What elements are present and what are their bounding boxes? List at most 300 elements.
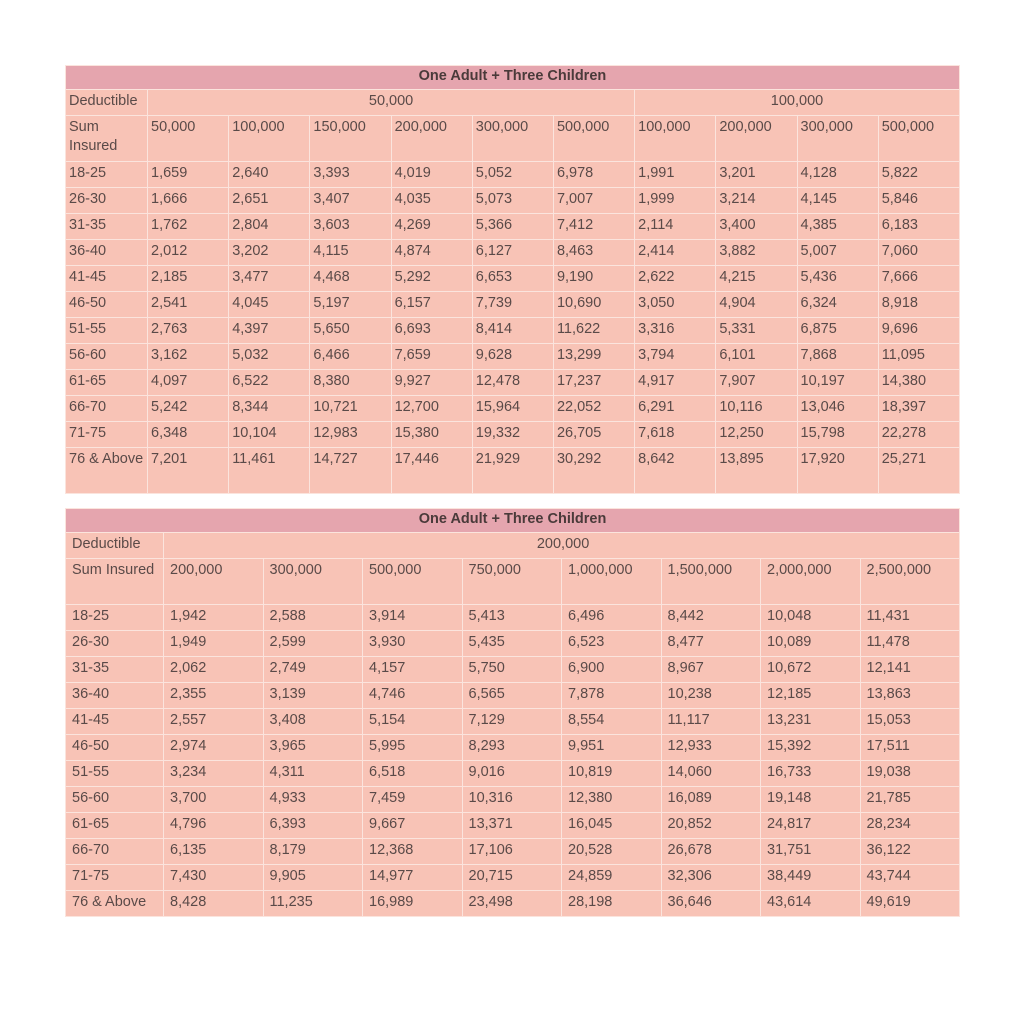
premium-cell: 7,007 [553, 188, 634, 214]
premium-cell: 6,291 [635, 396, 716, 422]
age-band-cell: 76 & Above [66, 891, 164, 917]
premium-cell: 7,659 [391, 344, 472, 370]
premium-cell: 10,197 [797, 370, 878, 396]
premium-cell: 4,874 [391, 240, 472, 266]
premium-cell: 8,179 [263, 839, 363, 865]
premium-cell: 4,917 [635, 370, 716, 396]
premium-cell: 13,863 [860, 683, 960, 709]
age-band-cell: 66-70 [66, 396, 148, 422]
table-row [66, 709, 960, 735]
premium-cell: 2,355 [164, 683, 264, 709]
premium-cell: 6,393 [263, 813, 363, 839]
premium-cell: 7,129 [462, 709, 562, 735]
table-row [66, 839, 960, 865]
premium-cell: 2,651 [229, 188, 310, 214]
sum-insured-value: 750,000 [462, 559, 562, 605]
premium-cell: 25,271 [878, 448, 959, 494]
premium-cell: 5,242 [148, 396, 229, 422]
deductible-label: Deductible [66, 533, 164, 559]
premium-cell: 3,162 [148, 344, 229, 370]
premium-cell: 10,721 [310, 396, 391, 422]
age-band-cell: 41-45 [66, 709, 164, 735]
table-title: One Adult + Three Children [66, 66, 960, 90]
premium-cell: 2,804 [229, 214, 310, 240]
premium-cell: 6,496 [562, 605, 662, 631]
premium-cell: 2,599 [263, 631, 363, 657]
premium-cell: 3,393 [310, 162, 391, 188]
premium-cell: 20,852 [661, 813, 761, 839]
sum-insured-value: 1,500,000 [661, 559, 761, 605]
age-band-cell: 56-60 [66, 787, 164, 813]
premium-cell: 2,974 [164, 735, 264, 761]
table-row [66, 396, 960, 422]
premium-cell: 5,650 [310, 318, 391, 344]
premium-cell: 7,868 [797, 344, 878, 370]
premium-cell: 28,198 [562, 891, 662, 917]
premium-cell: 5,292 [391, 266, 472, 292]
table-row [66, 370, 960, 396]
premium-cell: 7,907 [716, 370, 797, 396]
premium-cell: 6,565 [462, 683, 562, 709]
deductible-value: 200,000 [164, 533, 960, 559]
premium-cell: 17,920 [797, 448, 878, 494]
table-row [66, 162, 960, 188]
premium-cell: 49,619 [860, 891, 960, 917]
premium-cell: 1,666 [148, 188, 229, 214]
sum-insured-value: 100,000 [229, 116, 310, 162]
premium-cell: 3,400 [716, 214, 797, 240]
premium-cell: 3,603 [310, 214, 391, 240]
premium-cell: 3,794 [635, 344, 716, 370]
premium-cell: 11,622 [553, 318, 634, 344]
premium-cell: 3,407 [310, 188, 391, 214]
sum-insured-label: Sum Insured [66, 116, 148, 162]
premium-cell: 13,046 [797, 396, 878, 422]
premium-cell: 8,344 [229, 396, 310, 422]
premium-cell: 7,618 [635, 422, 716, 448]
premium-cell: 19,148 [761, 787, 861, 813]
premium-cell: 8,477 [661, 631, 761, 657]
table-row [66, 214, 960, 240]
premium-cell: 10,316 [462, 787, 562, 813]
premium-cell: 15,053 [860, 709, 960, 735]
sum-insured-row [66, 559, 960, 605]
table-row [66, 813, 960, 839]
sum-insured-value: 500,000 [878, 116, 959, 162]
premium-cell: 9,951 [562, 735, 662, 761]
premium-cell: 15,392 [761, 735, 861, 761]
table-row [66, 448, 960, 494]
premium-cell: 21,929 [472, 448, 553, 494]
sum-insured-value: 2,500,000 [860, 559, 960, 605]
premium-cell: 4,097 [148, 370, 229, 396]
premium-cell: 32,306 [661, 865, 761, 891]
premium-cell: 1,991 [635, 162, 716, 188]
premium-cell: 3,202 [229, 240, 310, 266]
premium-cell: 3,201 [716, 162, 797, 188]
premium-cell: 8,554 [562, 709, 662, 735]
premium-cell: 4,019 [391, 162, 472, 188]
premium-cell: 38,449 [761, 865, 861, 891]
premium-cell: 5,436 [797, 266, 878, 292]
table-row [66, 318, 960, 344]
premium-cell: 8,967 [661, 657, 761, 683]
table-title: One Adult + Three Children [66, 509, 960, 533]
premium-cell: 2,012 [148, 240, 229, 266]
age-band-cell: 18-25 [66, 605, 164, 631]
premium-cell: 12,368 [363, 839, 463, 865]
premium-cell: 8,380 [310, 370, 391, 396]
premium-cell: 4,468 [310, 266, 391, 292]
table-row [66, 865, 960, 891]
premium-cell: 5,032 [229, 344, 310, 370]
premium-cell: 7,459 [363, 787, 463, 813]
age-band-cell: 66-70 [66, 839, 164, 865]
premium-cell: 20,715 [462, 865, 562, 891]
premium-cell: 10,238 [661, 683, 761, 709]
premium-cell: 13,299 [553, 344, 634, 370]
premium-cell: 8,414 [472, 318, 553, 344]
premium-cell: 4,269 [391, 214, 472, 240]
premium-cell: 11,095 [878, 344, 959, 370]
premium-cell: 17,106 [462, 839, 562, 865]
sum-insured-value: 500,000 [553, 116, 634, 162]
premium-cell: 10,690 [553, 292, 634, 318]
premium-cell: 26,705 [553, 422, 634, 448]
premium-cell: 12,250 [716, 422, 797, 448]
premium-cell: 8,442 [661, 605, 761, 631]
table-row [66, 657, 960, 683]
premium-cell: 28,234 [860, 813, 960, 839]
premium-cell: 4,157 [363, 657, 463, 683]
premium-cell: 6,875 [797, 318, 878, 344]
premium-cell: 8,918 [878, 292, 959, 318]
age-band-cell: 18-25 [66, 162, 148, 188]
premium-cell: 13,231 [761, 709, 861, 735]
table-row [66, 735, 960, 761]
table-row [66, 631, 960, 657]
premium-cell: 2,763 [148, 318, 229, 344]
premium-cell: 5,197 [310, 292, 391, 318]
table2-body [66, 509, 960, 917]
age-band-cell: 76 & Above [66, 448, 148, 494]
premium-cell: 17,237 [553, 370, 634, 396]
premium-cell: 16,045 [562, 813, 662, 839]
premium-cell: 5,995 [363, 735, 463, 761]
premium-cell: 5,366 [472, 214, 553, 240]
premium-cell: 12,380 [562, 787, 662, 813]
premium-cell: 4,933 [263, 787, 363, 813]
sum-insured-value: 500,000 [363, 559, 463, 605]
premium-cell: 9,905 [263, 865, 363, 891]
premium-cell: 2,114 [635, 214, 716, 240]
premium-cell: 24,859 [562, 865, 662, 891]
premium-cell: 7,430 [164, 865, 264, 891]
premium-cell: 11,478 [860, 631, 960, 657]
premium-cell: 9,667 [363, 813, 463, 839]
premium-cell: 2,062 [164, 657, 264, 683]
premium-cell: 5,052 [472, 162, 553, 188]
premium-cell: 5,073 [472, 188, 553, 214]
premium-cell: 7,739 [472, 292, 553, 318]
premium-cell: 6,157 [391, 292, 472, 318]
premium-cell: 4,145 [797, 188, 878, 214]
table-title-row [66, 66, 960, 90]
premium-cell: 4,796 [164, 813, 264, 839]
premium-cell: 16,989 [363, 891, 463, 917]
premium-cell: 14,380 [878, 370, 959, 396]
premium-cell: 1,762 [148, 214, 229, 240]
table-row [66, 344, 960, 370]
table-title-row [66, 509, 960, 533]
premium-cell: 4,904 [716, 292, 797, 318]
premium-cell: 6,127 [472, 240, 553, 266]
premium-cell: 3,408 [263, 709, 363, 735]
sum-insured-value: 200,000 [391, 116, 472, 162]
sum-insured-value: 150,000 [310, 116, 391, 162]
premium-cell: 7,878 [562, 683, 662, 709]
premium-cell: 6,183 [878, 214, 959, 240]
premium-cell: 20,528 [562, 839, 662, 865]
age-band-cell: 31-35 [66, 657, 164, 683]
age-band-cell: 61-65 [66, 370, 148, 396]
premium-cell: 5,846 [878, 188, 959, 214]
premium-cell: 7,060 [878, 240, 959, 266]
sum-insured-row [66, 116, 960, 162]
sum-insured-value: 300,000 [797, 116, 878, 162]
premium-cell: 3,882 [716, 240, 797, 266]
premium-cell: 8,642 [635, 448, 716, 494]
premium-cell: 10,104 [229, 422, 310, 448]
premium-cell: 26,678 [661, 839, 761, 865]
premium-cell: 12,983 [310, 422, 391, 448]
premium-cell: 15,798 [797, 422, 878, 448]
premium-cell: 43,744 [860, 865, 960, 891]
premium-cell: 7,666 [878, 266, 959, 292]
premium-cell: 12,933 [661, 735, 761, 761]
premium-cell: 17,446 [391, 448, 472, 494]
premium-cell: 11,235 [263, 891, 363, 917]
table1-body [66, 66, 960, 494]
sum-insured-value: 200,000 [164, 559, 264, 605]
table-row [66, 422, 960, 448]
premium-cell: 7,201 [148, 448, 229, 494]
premium-cell: 24,817 [761, 813, 861, 839]
deductible-row [66, 533, 960, 559]
premium-cell: 4,045 [229, 292, 310, 318]
table-row [66, 891, 960, 917]
premium-cell: 14,060 [661, 761, 761, 787]
premium-cell: 11,461 [229, 448, 310, 494]
premium-cell: 10,672 [761, 657, 861, 683]
premium-cell: 5,154 [363, 709, 463, 735]
table-row [66, 605, 960, 631]
age-band-cell: 46-50 [66, 735, 164, 761]
sum-insured-value: 100,000 [635, 116, 716, 162]
age-band-cell: 26-30 [66, 631, 164, 657]
age-band-cell: 71-75 [66, 865, 164, 891]
age-band-cell: 26-30 [66, 188, 148, 214]
premium-cell: 12,478 [472, 370, 553, 396]
premium-cell: 3,316 [635, 318, 716, 344]
premium-cell: 12,700 [391, 396, 472, 422]
premium-cell: 5,822 [878, 162, 959, 188]
premium-cell: 6,348 [148, 422, 229, 448]
premium-cell: 8,463 [553, 240, 634, 266]
sum-insured-value: 2,000,000 [761, 559, 861, 605]
age-band-cell: 36-40 [66, 240, 148, 266]
premium-cell: 1,942 [164, 605, 264, 631]
premium-cell: 11,431 [860, 605, 960, 631]
premium-cell: 2,588 [263, 605, 363, 631]
premium-cell: 2,622 [635, 266, 716, 292]
premium-cell: 1,999 [635, 188, 716, 214]
premium-cell: 22,278 [878, 422, 959, 448]
premium-cell: 5,750 [462, 657, 562, 683]
table-row [66, 188, 960, 214]
premium-cell: 6,466 [310, 344, 391, 370]
premium-cell: 2,749 [263, 657, 363, 683]
table-row [66, 761, 960, 787]
premium-cell: 2,541 [148, 292, 229, 318]
premium-cell: 31,751 [761, 839, 861, 865]
premium-table-200k [65, 508, 960, 917]
premium-cell: 6,101 [716, 344, 797, 370]
premium-cell: 6,523 [562, 631, 662, 657]
table-row [66, 683, 960, 709]
premium-cell: 5,331 [716, 318, 797, 344]
premium-cell: 13,895 [716, 448, 797, 494]
premium-cell: 9,696 [878, 318, 959, 344]
premium-cell: 3,139 [263, 683, 363, 709]
table-row [66, 787, 960, 813]
premium-cell: 14,727 [310, 448, 391, 494]
premium-cell: 9,190 [553, 266, 634, 292]
premium-cell: 4,746 [363, 683, 463, 709]
age-band-cell: 51-55 [66, 318, 148, 344]
sum-insured-label: Sum Insured [66, 559, 164, 605]
deductible-value: 50,000 [148, 90, 635, 116]
premium-cell: 12,141 [860, 657, 960, 683]
deductible-row [66, 90, 960, 116]
table-row [66, 266, 960, 292]
sum-insured-value: 300,000 [472, 116, 553, 162]
sum-insured-value: 50,000 [148, 116, 229, 162]
premium-cell: 3,914 [363, 605, 463, 631]
premium-cell: 2,414 [635, 240, 716, 266]
premium-cell: 12,185 [761, 683, 861, 709]
premium-cell: 1,949 [164, 631, 264, 657]
age-band-cell: 51-55 [66, 761, 164, 787]
premium-cell: 19,332 [472, 422, 553, 448]
premium-cell: 4,385 [797, 214, 878, 240]
premium-cell: 6,900 [562, 657, 662, 683]
premium-cell: 43,614 [761, 891, 861, 917]
premium-cell: 6,693 [391, 318, 472, 344]
premium-cell: 6,135 [164, 839, 264, 865]
premium-cell: 9,016 [462, 761, 562, 787]
deductible-label: Deductible [66, 90, 148, 116]
premium-cell: 6,522 [229, 370, 310, 396]
deductible-value: 100,000 [635, 90, 960, 116]
premium-cell: 6,978 [553, 162, 634, 188]
premium-cell: 8,428 [164, 891, 264, 917]
premium-cell: 15,964 [472, 396, 553, 422]
premium-cell: 4,397 [229, 318, 310, 344]
age-band-cell: 56-60 [66, 344, 148, 370]
premium-cell: 9,628 [472, 344, 553, 370]
premium-cell: 3,965 [263, 735, 363, 761]
premium-cell: 10,089 [761, 631, 861, 657]
premium-cell: 8,293 [462, 735, 562, 761]
premium-cell: 16,733 [761, 761, 861, 787]
premium-cell: 13,371 [462, 813, 562, 839]
premium-cell: 7,412 [553, 214, 634, 240]
premium-cell: 30,292 [553, 448, 634, 494]
premium-cell: 2,557 [164, 709, 264, 735]
table-row [66, 292, 960, 318]
premium-cell: 3,930 [363, 631, 463, 657]
sum-insured-value: 200,000 [716, 116, 797, 162]
premium-cell: 9,927 [391, 370, 472, 396]
premium-cell: 4,128 [797, 162, 878, 188]
premium-cell: 6,324 [797, 292, 878, 318]
sum-insured-value: 300,000 [263, 559, 363, 605]
premium-cell: 11,117 [661, 709, 761, 735]
premium-cell: 2,185 [148, 266, 229, 292]
age-band-cell: 41-45 [66, 266, 148, 292]
premium-cell: 5,413 [462, 605, 562, 631]
premium-cell: 17,511 [860, 735, 960, 761]
premium-cell: 3,214 [716, 188, 797, 214]
premium-cell: 22,052 [553, 396, 634, 422]
premium-cell: 6,518 [363, 761, 463, 787]
table-row [66, 240, 960, 266]
premium-cell: 3,477 [229, 266, 310, 292]
premium-cell: 4,035 [391, 188, 472, 214]
age-band-cell: 61-65 [66, 813, 164, 839]
premium-cell: 1,659 [148, 162, 229, 188]
premium-cell: 14,977 [363, 865, 463, 891]
sum-insured-value: 1,000,000 [562, 559, 662, 605]
premium-cell: 2,640 [229, 162, 310, 188]
premium-cell: 5,007 [797, 240, 878, 266]
premium-cell: 3,234 [164, 761, 264, 787]
premium-cell: 4,215 [716, 266, 797, 292]
premium-cell: 36,122 [860, 839, 960, 865]
premium-cell: 4,115 [310, 240, 391, 266]
age-band-cell: 31-35 [66, 214, 148, 240]
premium-cell: 36,646 [661, 891, 761, 917]
premium-cell: 3,050 [635, 292, 716, 318]
premium-cell: 15,380 [391, 422, 472, 448]
premium-cell: 16,089 [661, 787, 761, 813]
age-band-cell: 36-40 [66, 683, 164, 709]
premium-cell: 10,048 [761, 605, 861, 631]
premium-cell: 19,038 [860, 761, 960, 787]
premium-cell: 18,397 [878, 396, 959, 422]
premium-table-50k-100k [65, 65, 960, 494]
age-band-cell: 46-50 [66, 292, 148, 318]
premium-cell: 3,700 [164, 787, 264, 813]
premium-cell: 4,311 [263, 761, 363, 787]
premium-cell: 21,785 [860, 787, 960, 813]
premium-cell: 10,819 [562, 761, 662, 787]
premium-cell: 6,653 [472, 266, 553, 292]
premium-cell: 23,498 [462, 891, 562, 917]
age-band-cell: 71-75 [66, 422, 148, 448]
premium-cell: 10,116 [716, 396, 797, 422]
